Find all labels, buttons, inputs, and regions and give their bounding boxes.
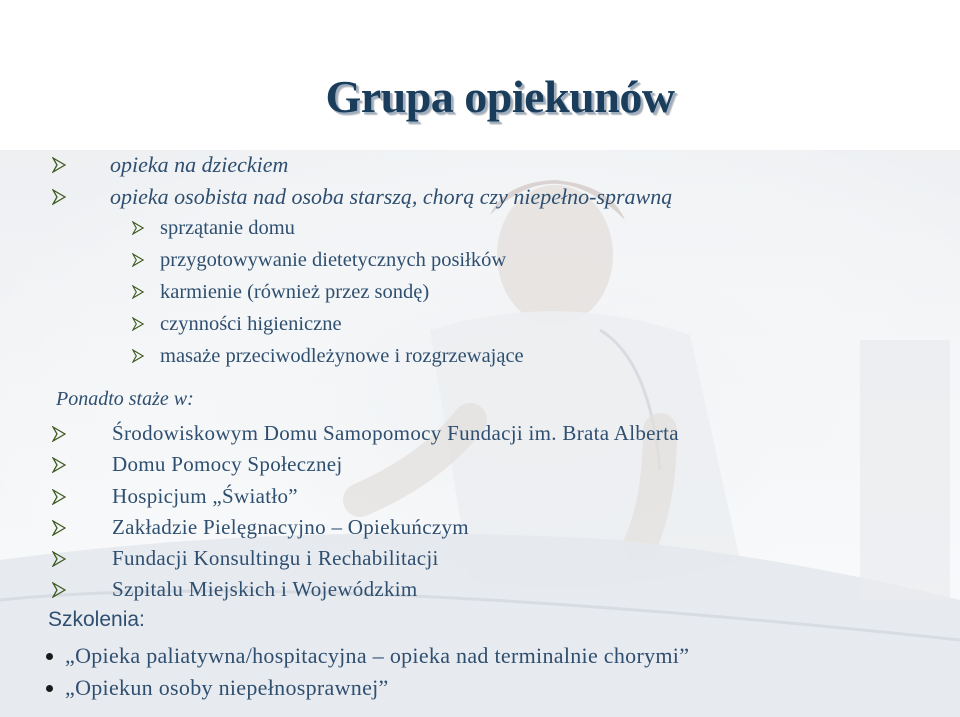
arrow-bullet-icon — [132, 285, 146, 301]
slide-title: Grupa opiekunów — [325, 71, 675, 122]
arrow-bullet-icon — [52, 189, 66, 205]
bullet-dot-icon — [46, 653, 53, 660]
sub-service-item — [132, 217, 295, 240]
arrow-bullet-icon — [52, 489, 66, 505]
internship-text: Szpitalu Miejskich i Wojewódzkim — [112, 577, 418, 601]
internship-item — [52, 452, 343, 477]
internship-text: Fundacji Konsultingu i Rechabilitacji — [112, 546, 439, 570]
service-item — [52, 152, 288, 178]
trainings-heading: Szkolenia: — [48, 608, 145, 631]
service-text: opieka na dzieckiem — [110, 152, 289, 177]
arrow-bullet-icon — [52, 426, 66, 442]
internship-item — [52, 515, 469, 540]
service-item — [52, 184, 672, 210]
arrow-bullet-icon — [52, 157, 66, 173]
arrow-bullet-icon — [132, 349, 146, 365]
sub-service-item — [132, 313, 342, 336]
internship-text: Zakładzie Pielęgnacyjno – Opiekuńczym — [112, 515, 469, 539]
sub-service-text: masaże przeciwodleżynowe i rozgrzewające — [160, 345, 524, 367]
sub-service-text: karmienie (również przez sondę) — [160, 281, 430, 303]
arrow-bullet-icon — [132, 317, 146, 333]
bullet-dot-icon — [46, 685, 53, 692]
arrow-bullet-icon — [132, 253, 146, 269]
sub-service-item — [132, 345, 524, 368]
arrow-bullet-icon — [132, 221, 146, 237]
sub-service-text: sprzątanie domu — [160, 217, 295, 239]
arrow-bullet-icon — [52, 457, 66, 473]
arrow-bullet-icon — [52, 582, 66, 598]
sub-service-text: przygotowywanie dietetycznych posiłków — [160, 249, 507, 271]
internship-text: Hospicjum „Światło” — [112, 484, 298, 508]
internships-heading: Ponadto staże w: — [56, 388, 194, 410]
arrow-bullet-icon — [52, 551, 66, 567]
arrow-bullet-icon — [52, 520, 66, 536]
sub-service-item — [132, 281, 429, 304]
internship-item — [52, 577, 418, 602]
training-text: „Opiekun osoby niepełnosprawnej” — [65, 675, 389, 700]
internship-item — [52, 546, 439, 571]
training-item — [46, 675, 389, 701]
sub-service-item — [132, 249, 506, 272]
service-text: opieka osobista nad osoba starszą, chorą czy niepełno-sprawną — [110, 184, 673, 209]
training-item — [46, 643, 689, 669]
internship-text: Środowiskowym Domu Samopomocy Fundacji im. Brata Alberta — [112, 421, 679, 445]
internship-item — [52, 421, 679, 446]
internship-item — [52, 484, 298, 509]
training-text: „Opieka paliatywna/hospitacyjna – opieka nad terminalnie chorymi” — [65, 643, 690, 668]
sub-service-text: czynności higieniczne — [160, 313, 342, 335]
internship-text: Domu Pomocy Społecznej — [112, 452, 343, 476]
